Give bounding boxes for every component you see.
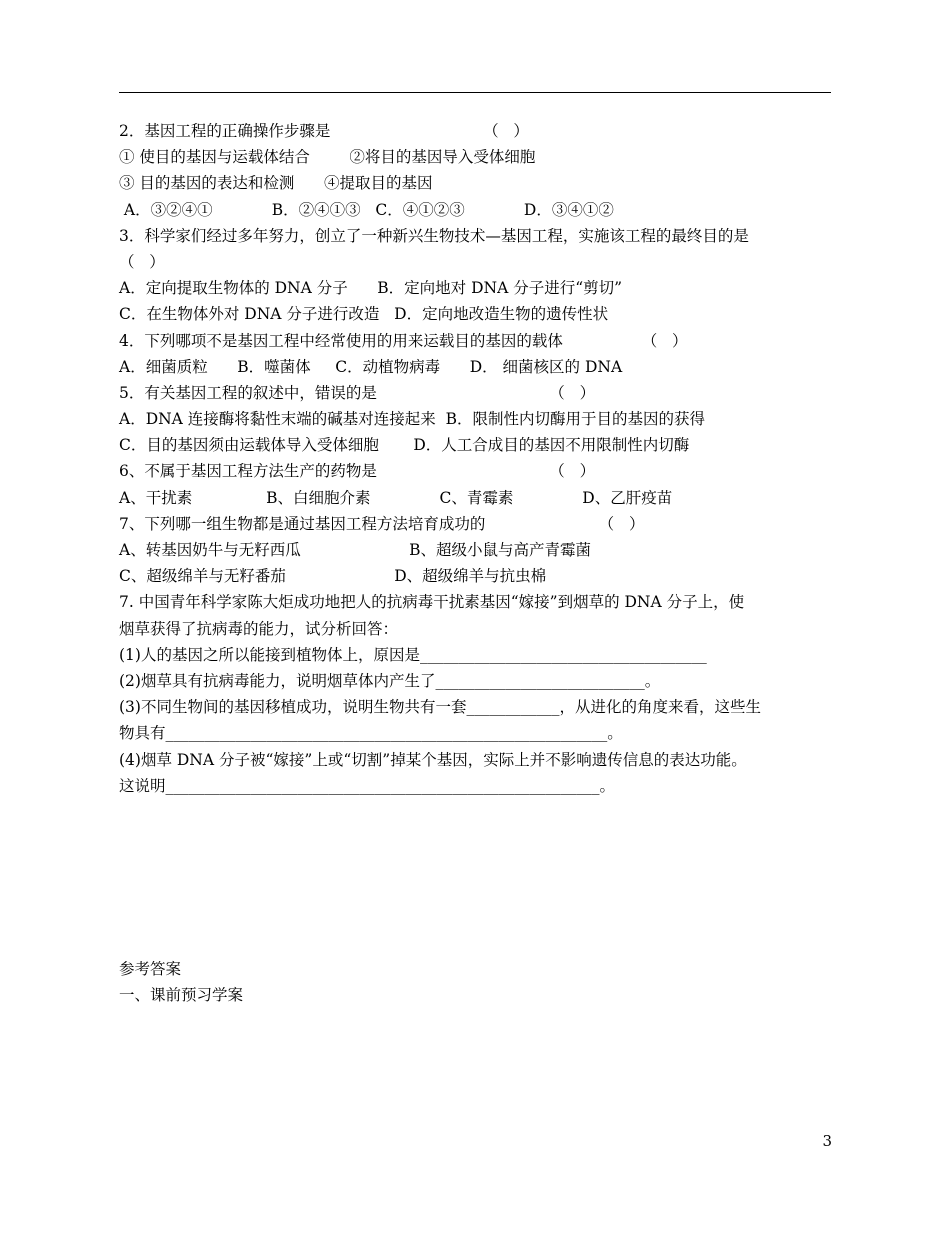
question-8-part-3b: 物具有_________________________________________________________。 (119, 724, 623, 743)
question-8-stem-a: 7. 中国青年科学家陈大炬成功地把人的抗病毒干扰素基因“嫁接”到烟草的 DNA 分子上，使 (119, 593, 745, 612)
answers-section (119, 956, 831, 1008)
question-2-steps-b: ③ 目的基因的表达和检测 ④提取目的基因 (119, 174, 433, 193)
question-7-options-cd: C、超级绵羊与无籽番茄 D、超级绵羊与抗虫棉 (119, 567, 547, 586)
question-3-blank: （ ） (119, 252, 165, 271)
question-2-steps-a: ① 使目的基因与运载体结合 ②将目的基因导入受体细胞 (119, 148, 536, 167)
question-6-stem: 6、不属于基因工程方法生产的药物是 （ ） (119, 462, 596, 481)
answers-heading: 参考答案 (119, 960, 182, 978)
question-4-options: A．细菌质粒 B．噬菌体 C．动植物病毒 D． 细菌核区的 DNA (119, 357, 623, 376)
page-number: 3 (822, 1132, 832, 1150)
question-3-options-cd: C．在生物体外对 DNA 分子进行改造 D．定向地改造生物的遗传性状 (119, 305, 609, 324)
question-5-options-cd: C．目的基因须由运载体导入受体细胞 D．人工合成目的基因不用限制性内切酶 (119, 436, 690, 455)
question-7-options-ab: A、转基因奶牛与无籽西瓜 B、超级小鼠与高产青霉菌 (119, 541, 591, 559)
question-5-stem: 5．有关基因工程的叙述中，错误的是 （ ） (119, 383, 596, 402)
question-8-part-3a: (3)不同生物间的基因移植成功，说明生物共有一套____________，从进化的角度来看，这些生 (119, 698, 761, 717)
question-8-part-4b: 这说明________________________________________________________。 (119, 776, 616, 795)
question-5-options-ab: A．DNA 连接酶将黏性末端的碱基对连接起来 B．限制性内切酶用于目的基因的获得 (119, 410, 706, 429)
question-8-stem-b: 烟草获得了抗病毒的能力，试分析回答： (119, 619, 399, 638)
question-7-stem: 7、下列哪一组生物都是通过基因工程方法培育成功的 （ ） (119, 514, 645, 533)
question-8-part-2: (2)烟草具有抗病毒能力，说明烟草体内产生了___________________________。 (119, 671, 661, 690)
question-2-stem: 2．基因工程的正确操作步骤是 （ ） (119, 122, 529, 140)
question-3-options-ab: A．定向提取生物体的 DNA 分子 B．定向地对 DNA 分子进行“剪切” (119, 279, 623, 298)
question-8-part-4a: (4)烟草 DNA 分子被“嫁接”上或“切割”掉某个基因，实际上并不影响遗传信息的表达功能。 (119, 750, 747, 769)
question-3-stem: 3．科学家们经过多年努力，创立了一种新兴生物技术—基因工程，实施该工程的最终目的是 (119, 226, 749, 245)
question-4-stem: 4．下列哪项不是基因工程中经常使用的用来运载目的基因的载体 （ ） (119, 331, 688, 350)
header-rule (119, 92, 831, 93)
question-6-options: A、干扰素 B、白细胞介素 C、青霉素 D、乙肝疫苗 (119, 488, 673, 507)
answers-section-title: 一、课前预习学案 (119, 986, 244, 1005)
question-2-options: A．③②④① B．②④①③ C．④①②③ D．③④①② (119, 200, 614, 219)
question-content (119, 118, 841, 799)
question-8-part-1: (1)人的基因之所以能接到植物体上，原因是_____________________________________ (119, 645, 707, 664)
